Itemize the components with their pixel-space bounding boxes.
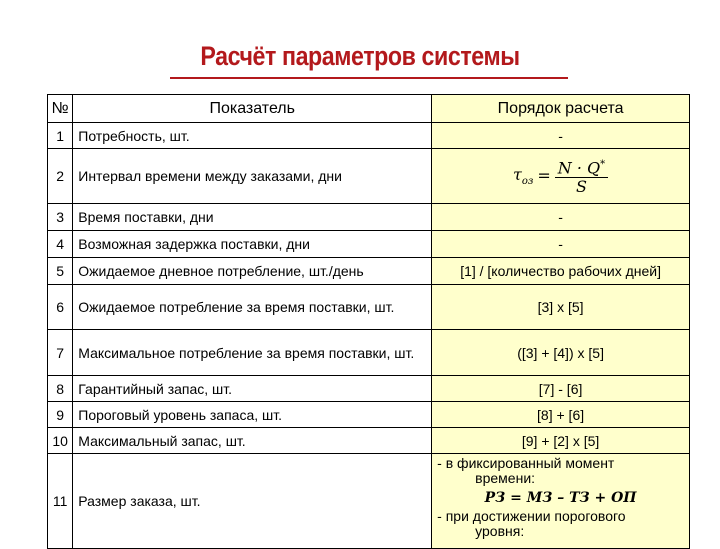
row-method: [1] / [количество рабочих дней] [432,258,690,285]
order-size-case2: - при достижении порогового [437,508,626,524]
header-method: Порядок расчета [432,95,690,123]
table-row [48,149,690,204]
row-indicator: Возможная задержка поставки, дни [73,231,432,258]
row-num: 6 [48,285,73,330]
row-indicator: Потребность, шт. [73,123,432,149]
row-method: [9] + [2] x [5] [432,428,690,454]
formula-lhs: τ [513,164,522,184]
table-row [48,454,690,549]
header-num: № [48,95,73,123]
table-row [48,402,690,428]
row-indicator: Время поставки, дни [73,204,432,231]
table-row [48,123,690,149]
formula-eq: = [537,166,551,186]
row-indicator: Пороговый уровень запаса, шт. [73,402,432,428]
row-method: [3] x [5] [432,285,690,330]
table-row [48,376,690,402]
formula-numerator: N · Q* [555,156,608,178]
row-indicator: Интервал времени между заказами, дни [73,149,432,204]
row-method: - [432,204,690,231]
table-row [48,231,690,258]
title-underline [170,77,568,79]
table-header-row [48,95,690,123]
order-size-formula: РЗ = МЗ – ТЗ + ОП [484,490,637,506]
row-num: 7 [48,330,73,376]
row-method: [8] + [6] [432,402,690,428]
order-size-case2-cont: уровня: [475,523,525,539]
table-row [48,428,690,454]
row-num: 10 [48,428,73,454]
row-method-formula [432,149,690,204]
row-method: - [432,231,690,258]
page-title: Расчёт параметров системы [200,41,520,71]
formula-fraction [555,156,608,196]
parameters-table [47,94,690,549]
row-indicator: Ожидаемое дневное потребление, шт./день [73,258,432,285]
row-indicator: Размер заказа, шт. [73,454,432,549]
row-indicator: Максимальный запас, шт. [73,428,432,454]
row-indicator: Гарантийный запас, шт. [73,376,432,402]
row-num: 4 [48,231,73,258]
row-method: ([3] + [4]) x [5] [432,330,690,376]
row-num: 8 [48,376,73,402]
row-num: 11 [48,454,73,549]
formula-lhs-sub: оз [521,176,534,188]
formula-denominator: S [575,177,587,197]
row-indicator: Максимальное потребление за время поставки, шт. [73,330,432,376]
row-num: 2 [48,149,73,204]
row-indicator: Ожидаемое потребление за время поставки, шт. [73,285,432,330]
row-num: 5 [48,258,73,285]
header-indicator: Показатель [73,95,432,123]
row-method-order-size [432,454,690,549]
row-num: 9 [48,402,73,428]
row-num: 1 [48,123,73,149]
row-method: [7] - [6] [432,376,690,402]
table-row [48,204,690,231]
table-row [48,330,690,376]
order-size-case1: - в фиксированный момент [437,455,615,471]
formula-num-sup: * [600,158,606,170]
interval-formula [513,156,608,196]
table-row [48,285,690,330]
table-row [48,258,690,285]
row-num: 3 [48,204,73,231]
order-size-case1-cont: времени: [475,470,536,486]
row-method: - [432,123,690,149]
